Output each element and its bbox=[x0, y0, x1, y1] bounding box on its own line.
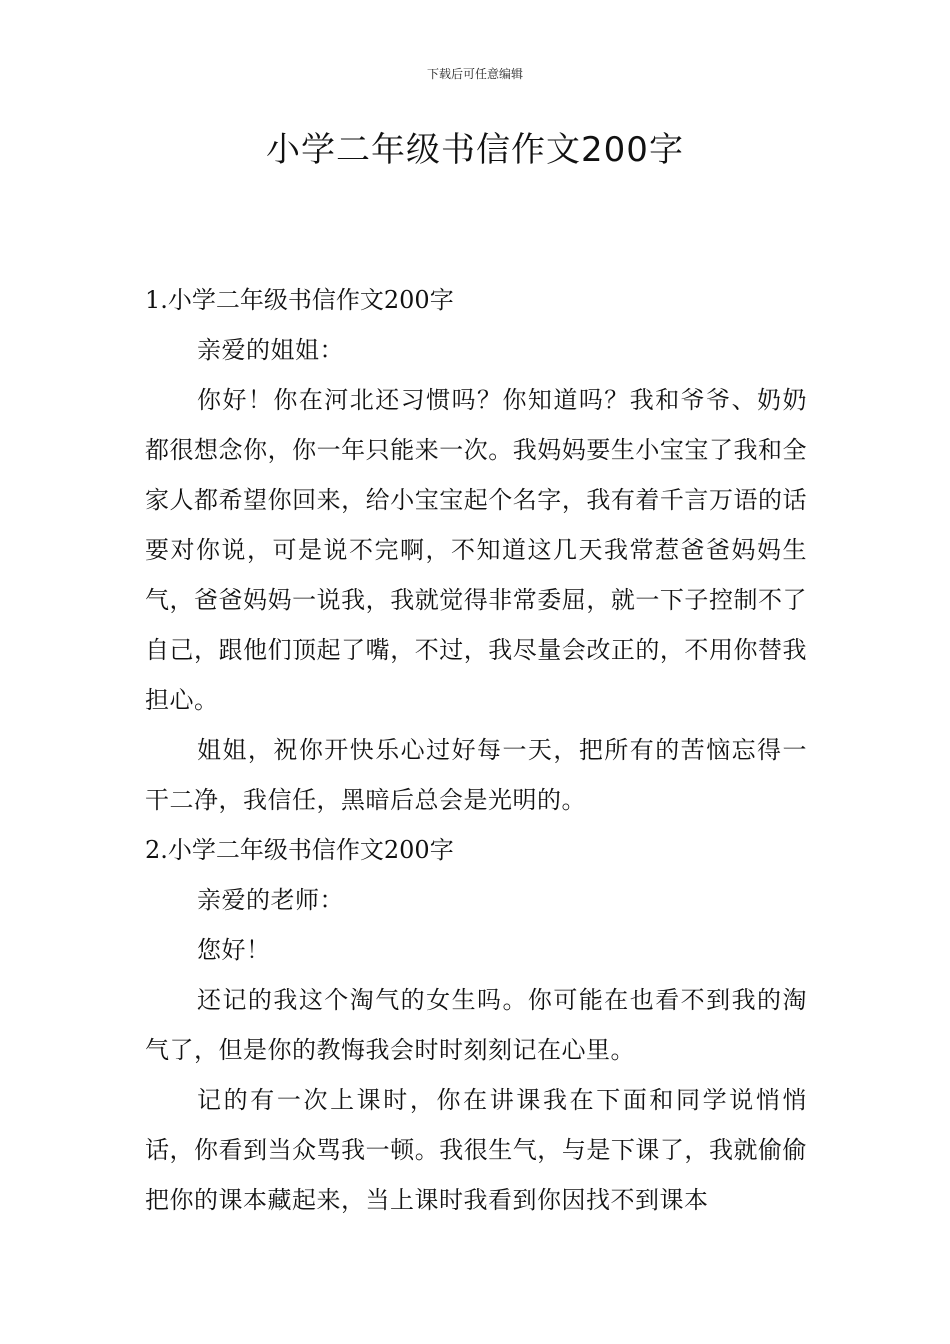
greeting: 您好！ bbox=[197, 936, 271, 964]
body-paragraph: 还记的我这个淘气的女生吗。你可能在也看不到我的淘气了，但是你的教悔我会时时刻刻记在心里。 bbox=[145, 986, 807, 1064]
salutation: 亲爱的姐姐： bbox=[197, 336, 344, 364]
body-paragraph: 姐姐，祝你开快乐心过好每一天，把所有的苦恼忘得一干二净，我信任，黑暗后总会是光明的。 bbox=[145, 736, 807, 814]
letter-section-1 bbox=[145, 275, 807, 825]
letter-section-2 bbox=[145, 825, 807, 1225]
section-heading-1: 1.小学二年级书信作文200字 bbox=[145, 286, 454, 314]
body-paragraph: 记的有一次上课时，你在讲课我在下面和同学说悄悄话，你看到当众骂我一顿。我很生气，与是下课了，我就偷偷把你的课本藏起来，当上课时我看到你因找不到课本 bbox=[145, 1086, 807, 1214]
salutation: 亲爱的老师： bbox=[197, 886, 344, 914]
header-note: 下载后可任意编辑 bbox=[426, 67, 523, 81]
section-heading-2: 2.小学二年级书信作文200字 bbox=[145, 836, 454, 864]
document-title: 小学二年级书信作文200字 bbox=[266, 130, 684, 170]
document-body bbox=[145, 275, 807, 1225]
body-paragraph: 你好！你在河北还习惯吗？你知道吗？我和爷爷、奶奶都很想念你，你一年只能来一次。我妈妈要生小宝宝了我和全家人都希望你回来，给小宝宝起个名字，我有着千言万语的话要对你说，可是说不完啊，不知道这几天我常惹爸爸妈妈生气，爸爸妈妈一说我，我就觉得非常委屈，就一下子控制不了自己，跟他们顶起了嘴，不过，我尽量会改正的，不用你替我担心。 bbox=[145, 386, 807, 714]
